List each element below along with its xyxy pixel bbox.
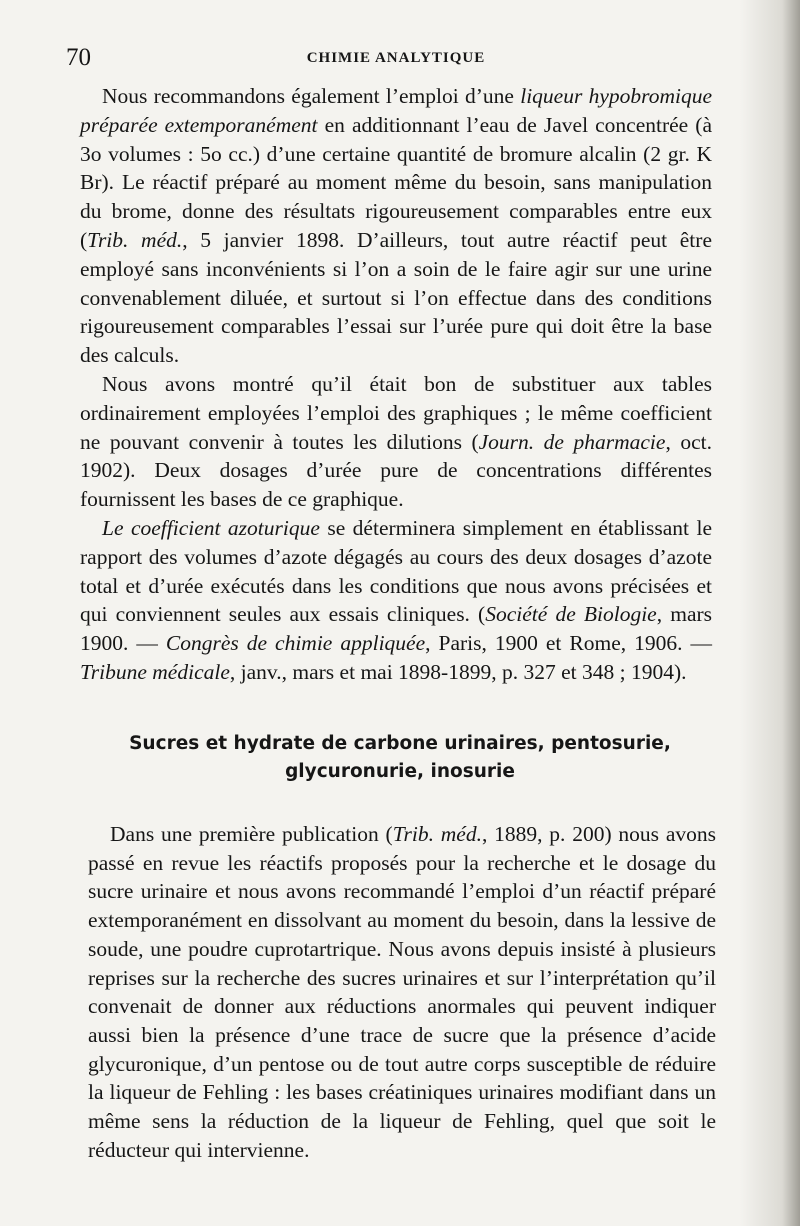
paragraph-1 — [80, 82, 712, 370]
section-text — [88, 820, 716, 1164]
text-run: en additionnant l’eau de Javel concentrée (à 3o volumes : 5o cc.) d’une certaine quantité de bromure alcalin (2 gr. K Br). Le réactif préparé au moment même du besoin, sans manipulation du brome, donne des résultats rigoureusement comparables entre eux ( — [80, 112, 712, 252]
text-run: Nous avons montré qu’il était bon de substituer aux tables ordinairement employées l’emploi des graphiques ; le même coefficient ne pouvant convenir à toutes les dilutions ( — [80, 371, 712, 454]
text-run: , 1889, p. 200) nous avons passé en revue les réactifs proposés pour la recherche et le dosage du sucre urinaire et nous avons recommandé l’emploi d’un réactif préparé extemporanément en dissolvant au moment du besoin, dans la lessive de soude, une poudre cuprotartrique. Nous avons depuis insisté à plusieurs reprises sur la recherche des sucres urinaires et sur l’interprétation qu’il convenait de donner aux réductions anormales qui peuvent indiquer aussi bien la présence d’une trace de sucre que la présence d’acide glycuronique, d’un pentose ou de tout autre corps susceptible de réduire la liqueur de Fehling : les bases créatiniques urinaires modifiant dans un même sens la réduction de la liqueur de Fehling, quel que soit le réducteur qui intervienne. — [88, 822, 717, 1162]
text-run: Dans une première publication ( — [110, 822, 393, 846]
running-title: CHIMIE ANALYTIQUE — [306, 50, 486, 66]
paragraph-3 — [80, 514, 712, 687]
italic-run: Journ. de pharmacie — [478, 429, 666, 454]
italic-run: Trib. méd. — [392, 822, 482, 846]
italic-run: Trib. méd. — [87, 227, 183, 252]
text-run: se déterminera simplement en établissant le rapport des volumes d’azote dégagés au cours des deux dosages d’azote total et d’urée exécutés dans les conditions que nous avons précisées et qui conviennent seules aux essais cliniques. ( — [80, 515, 712, 627]
paragraph-2 — [80, 370, 712, 514]
section-heading-line-2: glycuronurie, inosurie — [285, 761, 515, 782]
text-run: , oct. 1902). Deux dosages d’urée pure de concentrations différentes fournissent les bases de ce graphique. — [80, 429, 712, 512]
page-header — [66, 40, 726, 80]
section-heading-line-1: Sucres et hydrate de carbone urinaires, pentosurie, — [129, 733, 671, 754]
section-heading — [90, 730, 710, 786]
page-edge-shadow — [740, 0, 800, 1226]
italic-run: Tribune médicale — [80, 659, 230, 684]
text-run: Nous recommandons également l’emploi d’une — [102, 84, 521, 108]
text-run: , mars 1900. — — [80, 602, 713, 656]
italic-run: Le coefficient azoturique — [102, 515, 320, 540]
text-run: , 5 janvier 1898. D’ailleurs, tout autre réactif peut être employé sans inconvénients si l’on a soin de le faire agir sur une urine convenablement diluée, et surtout si l’on effectue dans des conditions rigoureusement comparables l’essai sur l’urée pure qui doit être la base des calculs. — [80, 227, 712, 368]
italic-run: Société de Biologie — [485, 602, 657, 627]
text-run: , janv., mars et mai 1898-1899, p. 327 et 348 ; 1904). — [229, 659, 687, 684]
main-text — [80, 82, 712, 687]
italic-run: Congrès de chimie appliquée — [165, 631, 426, 656]
page-number: 70 — [66, 44, 91, 71]
italic-run: liqueur hypobromique préparée extemporanément — [80, 84, 712, 137]
text-run: , Paris, 1900 et Rome, 1906. — — [425, 631, 712, 656]
section-paragraph — [88, 820, 716, 1164]
